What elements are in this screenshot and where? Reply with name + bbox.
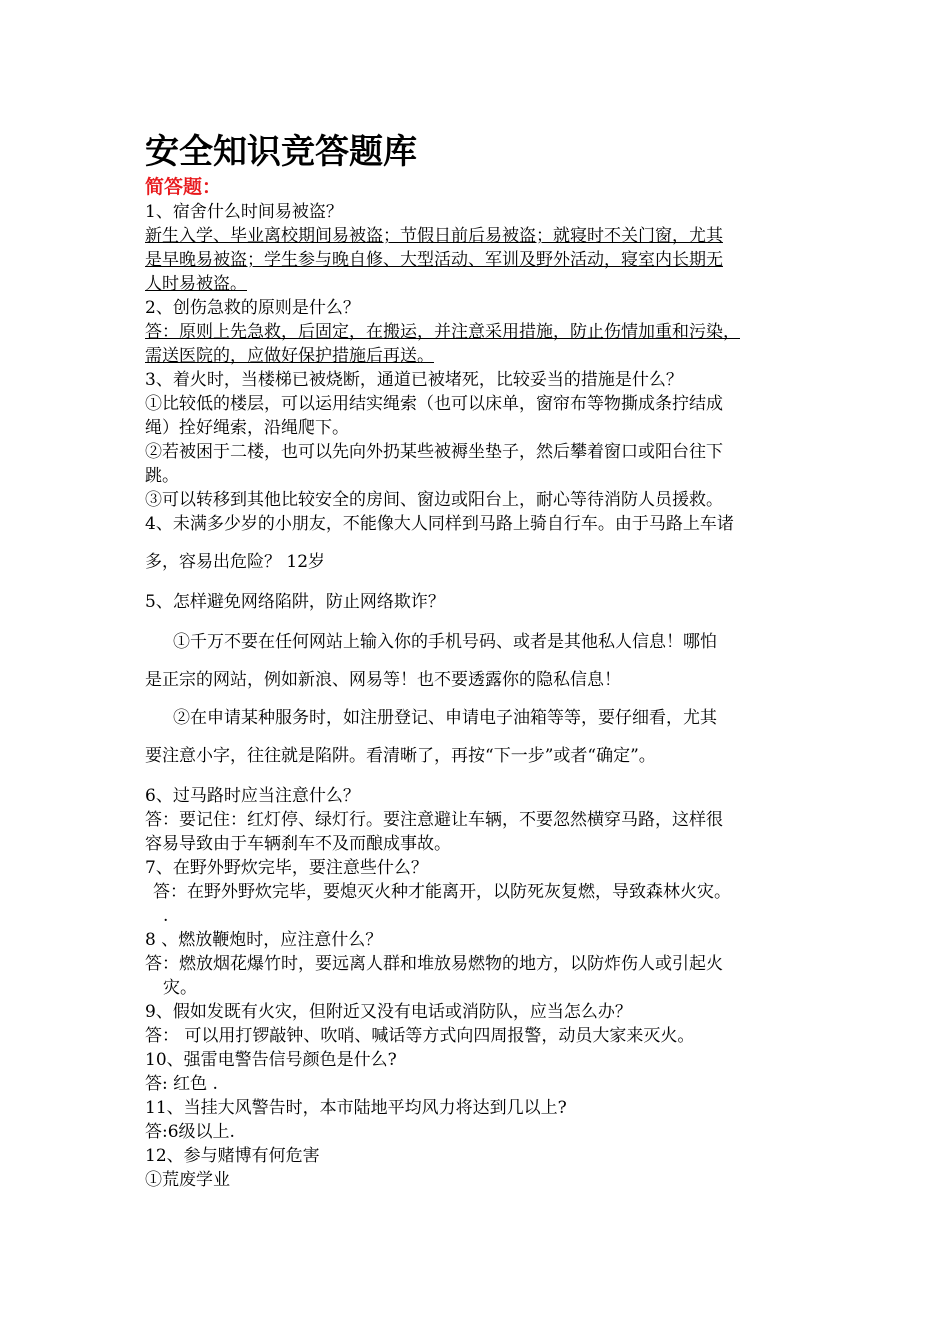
answer-11: 答:6级以上. [145, 1122, 235, 1142]
question-1: 1、宿舍什么时间易被盗？ [145, 202, 343, 222]
answer-5-item-2-line-2: 要注意小字，往往就是陷阱。看清晰了，再按“下一步”或者“确定”。 [145, 746, 656, 766]
answer-3-item-1-line-1: ①比较低的楼层，可以运用结实绳索（也可以床单，窗帘布等物撕成条拧结成 [145, 394, 723, 414]
section-heading: 简答题： [145, 176, 222, 198]
question-6: 6、过马路时应当注意什么？ [145, 786, 360, 806]
answer-12-item-1: ①荒废学业 [145, 1170, 230, 1190]
question-7: 7、在野外野炊完毕，要注意些什么？ [145, 858, 428, 878]
answer-5-item-1-line-2: 是正宗的网站，例如新浪、网易等！也不要透露你的隐私信息！ [145, 670, 621, 690]
answer-5-item-1-line-1: ①千万不要在任何网站上输入你的手机号码、或者是其他私人信息！哪怕 [173, 632, 717, 652]
answer-3-item-1-line-2: 绳）拴好绳索，沿绳爬下。 [145, 418, 349, 438]
question-8: 8 、燃放鞭炮时，应注意什么？ [145, 930, 383, 950]
answer-6-line-1: 答：要记住：红灯停、绿灯行。要注意避让车辆，不要忽然横穿马路，这样很 [145, 810, 723, 830]
answer-1-line-1: 新生入学、毕业离校期间易被盗；节假日前后易被盗；就寝时不关门窗，尤其 [145, 226, 723, 246]
answer-8-line-1: 答：燃放烟花爆竹时，要远离人群和堆放易燃物的地方，以防炸伤人或引起火 [145, 954, 723, 974]
question-5: 5、怎样避免网络陷阱，防止网络欺诈？ [145, 592, 445, 612]
question-9: 9、假如发既有火灾，但附近又没有电话或消防队，应当怎么办？ [145, 1002, 632, 1022]
question-10: 10、强雷电警告信号颜色是什么? [145, 1050, 397, 1070]
answer-7: 答：在野外野炊完毕，要熄灭火种才能离开，以防死灰复燃，导致森林火灾。 [153, 882, 731, 902]
answer-3-item-2-line-1: ②若被困于二楼，也可以先向外扔某些被褥坐垫子，然后攀着窗口或阳台往下 [145, 442, 723, 462]
answer-8-line-2: 灾。 [163, 978, 197, 998]
answer-3-item-2-line-2: 跳。 [145, 466, 179, 486]
document-body [145, 130, 845, 1192]
question-4-line-2: 多，容易出危险？ 12岁 [145, 552, 326, 572]
answer-5-item-2-line-1: ②在申请某种服务时，如注册登记、申请电子油箱等等，要仔细看，尤其 [173, 708, 717, 728]
answer-9: 答： 可以用打锣敲钟、吹哨、喊话等方式向四周报警，动员大家来灭火。 [145, 1026, 695, 1046]
answer-3-item-3: ③可以转移到其他比较安全的房间、窗边或阳台上，耐心等待消防人员援救。 [145, 490, 723, 510]
answer-2-line-1: 答：原则上先急救，后固定，在搬运，并注意采用措施，防止伤情加重和污染， [145, 322, 740, 342]
answer-10: 答: 红色 . [145, 1074, 218, 1094]
question-12: 12、参与赌博有何危害 [145, 1146, 320, 1166]
question-4-line-1: 4、未满多少岁的小朋友，不能像大人同样到马路上骑自行车。由于马路上车诸 [145, 514, 734, 534]
question-2: 2、创伤急救的原则是什么？ [145, 298, 360, 318]
answer-2-line-2: 需送医院的，应做好保护措施后再送。 [145, 346, 434, 366]
answer-1-line-3: 人时易被盗。 [145, 274, 247, 294]
question-3: 3、着火时，当楼梯已被烧断，通道已被堵死，比较妥当的措施是什么？ [145, 370, 683, 390]
answer-6-line-2: 容易导致由于车辆刹车不及而酿成事故。 [145, 834, 451, 854]
answer-1-line-2: 是早晚易被盗；学生参与晚自修、大型活动、军训及野外活动，寝室内长期无 [145, 250, 723, 270]
page-title: 安全知识竞答题库 [145, 132, 417, 172]
question-11: 11、当挂大风警告时，本市陆地平均风力将达到几以上? [145, 1098, 567, 1118]
answer-7-dot: . [163, 906, 169, 926]
